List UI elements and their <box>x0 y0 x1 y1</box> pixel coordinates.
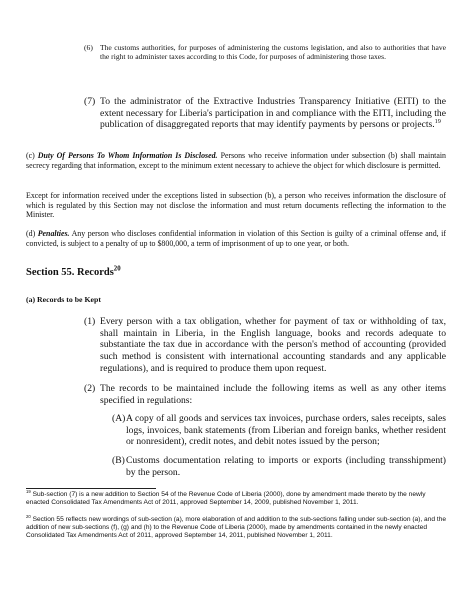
item-number: (A) <box>112 413 126 424</box>
para-d-lead: (d) <box>26 229 38 238</box>
item-text: A copy of all goods and services tax invoices, purchase orders, sales receipts, sales logs, invoices, bank statements (from Liberian and foreign banks, whether resident or nonresident), credit notes, and debit notes issued by the person; <box>126 413 446 448</box>
para-c-text: Persons who receive information under subsection (b) shall maintain secrecy regarding that information, except to the minimum extent necessary to achieve the object for which disclosure is permitted. <box>26 151 446 170</box>
para-c-title: Duty Of Persons To Whom Information Is Disclosed. <box>37 151 218 160</box>
records-item-1 <box>84 316 446 375</box>
para-c-lead: (c) <box>26 151 38 160</box>
records-item-B <box>112 455 446 478</box>
paragraph-except: Except for information received under the exceptions listed in subsection (b), a person who receives information the disclosure of which is regulated by this Section may not disclose the information and must return documents reflecting the information to the Minister. <box>26 191 446 220</box>
footnote-mark: 19 <box>26 488 31 494</box>
footnote-mark: 20 <box>26 513 31 519</box>
subsection-heading: (a) Records to be Kept <box>26 295 101 304</box>
item-text: Every person with a tax obligation, whether for payment of tax or withholding of tax, shall maintain in Liberia, in the English language, books and records adequate to substantiate the tax due in accordance with the person's method of accounting (provided such method is consistent with international accounting standards and any applicable regulations), and is required to produce them upon request. <box>100 316 446 374</box>
list-item-6 <box>84 43 446 62</box>
footnote-text: Section 55 reflects new wordings of sub-section (a), more elaboration of and addition to the sub-sections falling under sub-section (a), and the addition of new sub-sections (f), (g) and (h) to the Revenue Code of Liberia (2000), made by amendments contained in the newly enacted Consolidated Tax Amendments Act of 2011, approved September 14, 2011, published November 1, 2011. <box>26 516 447 539</box>
section-title: Section 55. Records <box>26 267 114 278</box>
item-number: (6) <box>84 43 93 52</box>
paragraph-c <box>26 151 446 170</box>
para-d-text: Any person who discloses confidential information in violation of this Section is guilty of a criminal offense and, if convicted, is subject to a penalty of up to $800,000, a term of imprisonment of up to one year, or both. <box>26 229 446 248</box>
footnote-ref-20: 20 <box>113 265 121 273</box>
item-text <box>100 96 446 131</box>
item-text: Customs documentation relating to imports or exports (including transshipment) by the person. <box>126 455 446 478</box>
paragraph-d <box>26 229 446 248</box>
section-heading <box>26 267 121 279</box>
footnote-20 <box>26 513 450 540</box>
footnote-ref-19: 19 <box>434 118 441 126</box>
item-number: (7) <box>84 96 96 107</box>
list-item-7 <box>84 96 446 131</box>
item-text: The customs authorities, for purposes of administering the customs legislation, and also to authorities that have the right to administer taxes according to this Code, for purposes of administering those taxes. <box>100 43 446 62</box>
footnote-divider <box>26 488 156 489</box>
footnote-text: Sub-section (7) is a new addition to Section 54 of the Revenue Code of Liberia (2000), done by amendment made thereto by the newly enacted Consolidated Tax Amendments Act of 2011, approved September 14, 2009, published November 1, 2011. <box>26 491 426 506</box>
item-text: The records to be maintained include the following items as well as any other items specified in regulations: <box>100 383 446 406</box>
records-item-2 <box>84 383 446 406</box>
item-number: (B) <box>112 455 125 466</box>
item-text-body: To the administrator of the Extractive Industries Transparency Initiative (EITI) to the extent necessary for Liberia's participation in and compliance with the EITI, including the publication of disaggregated reports that may identify payments by persons or projects. <box>100 96 446 131</box>
footnote-19 <box>26 488 450 507</box>
para-d-title: Penalties. <box>37 229 70 238</box>
records-item-A <box>112 413 446 448</box>
item-number: (2) <box>84 383 96 394</box>
item-number: (1) <box>84 316 96 327</box>
